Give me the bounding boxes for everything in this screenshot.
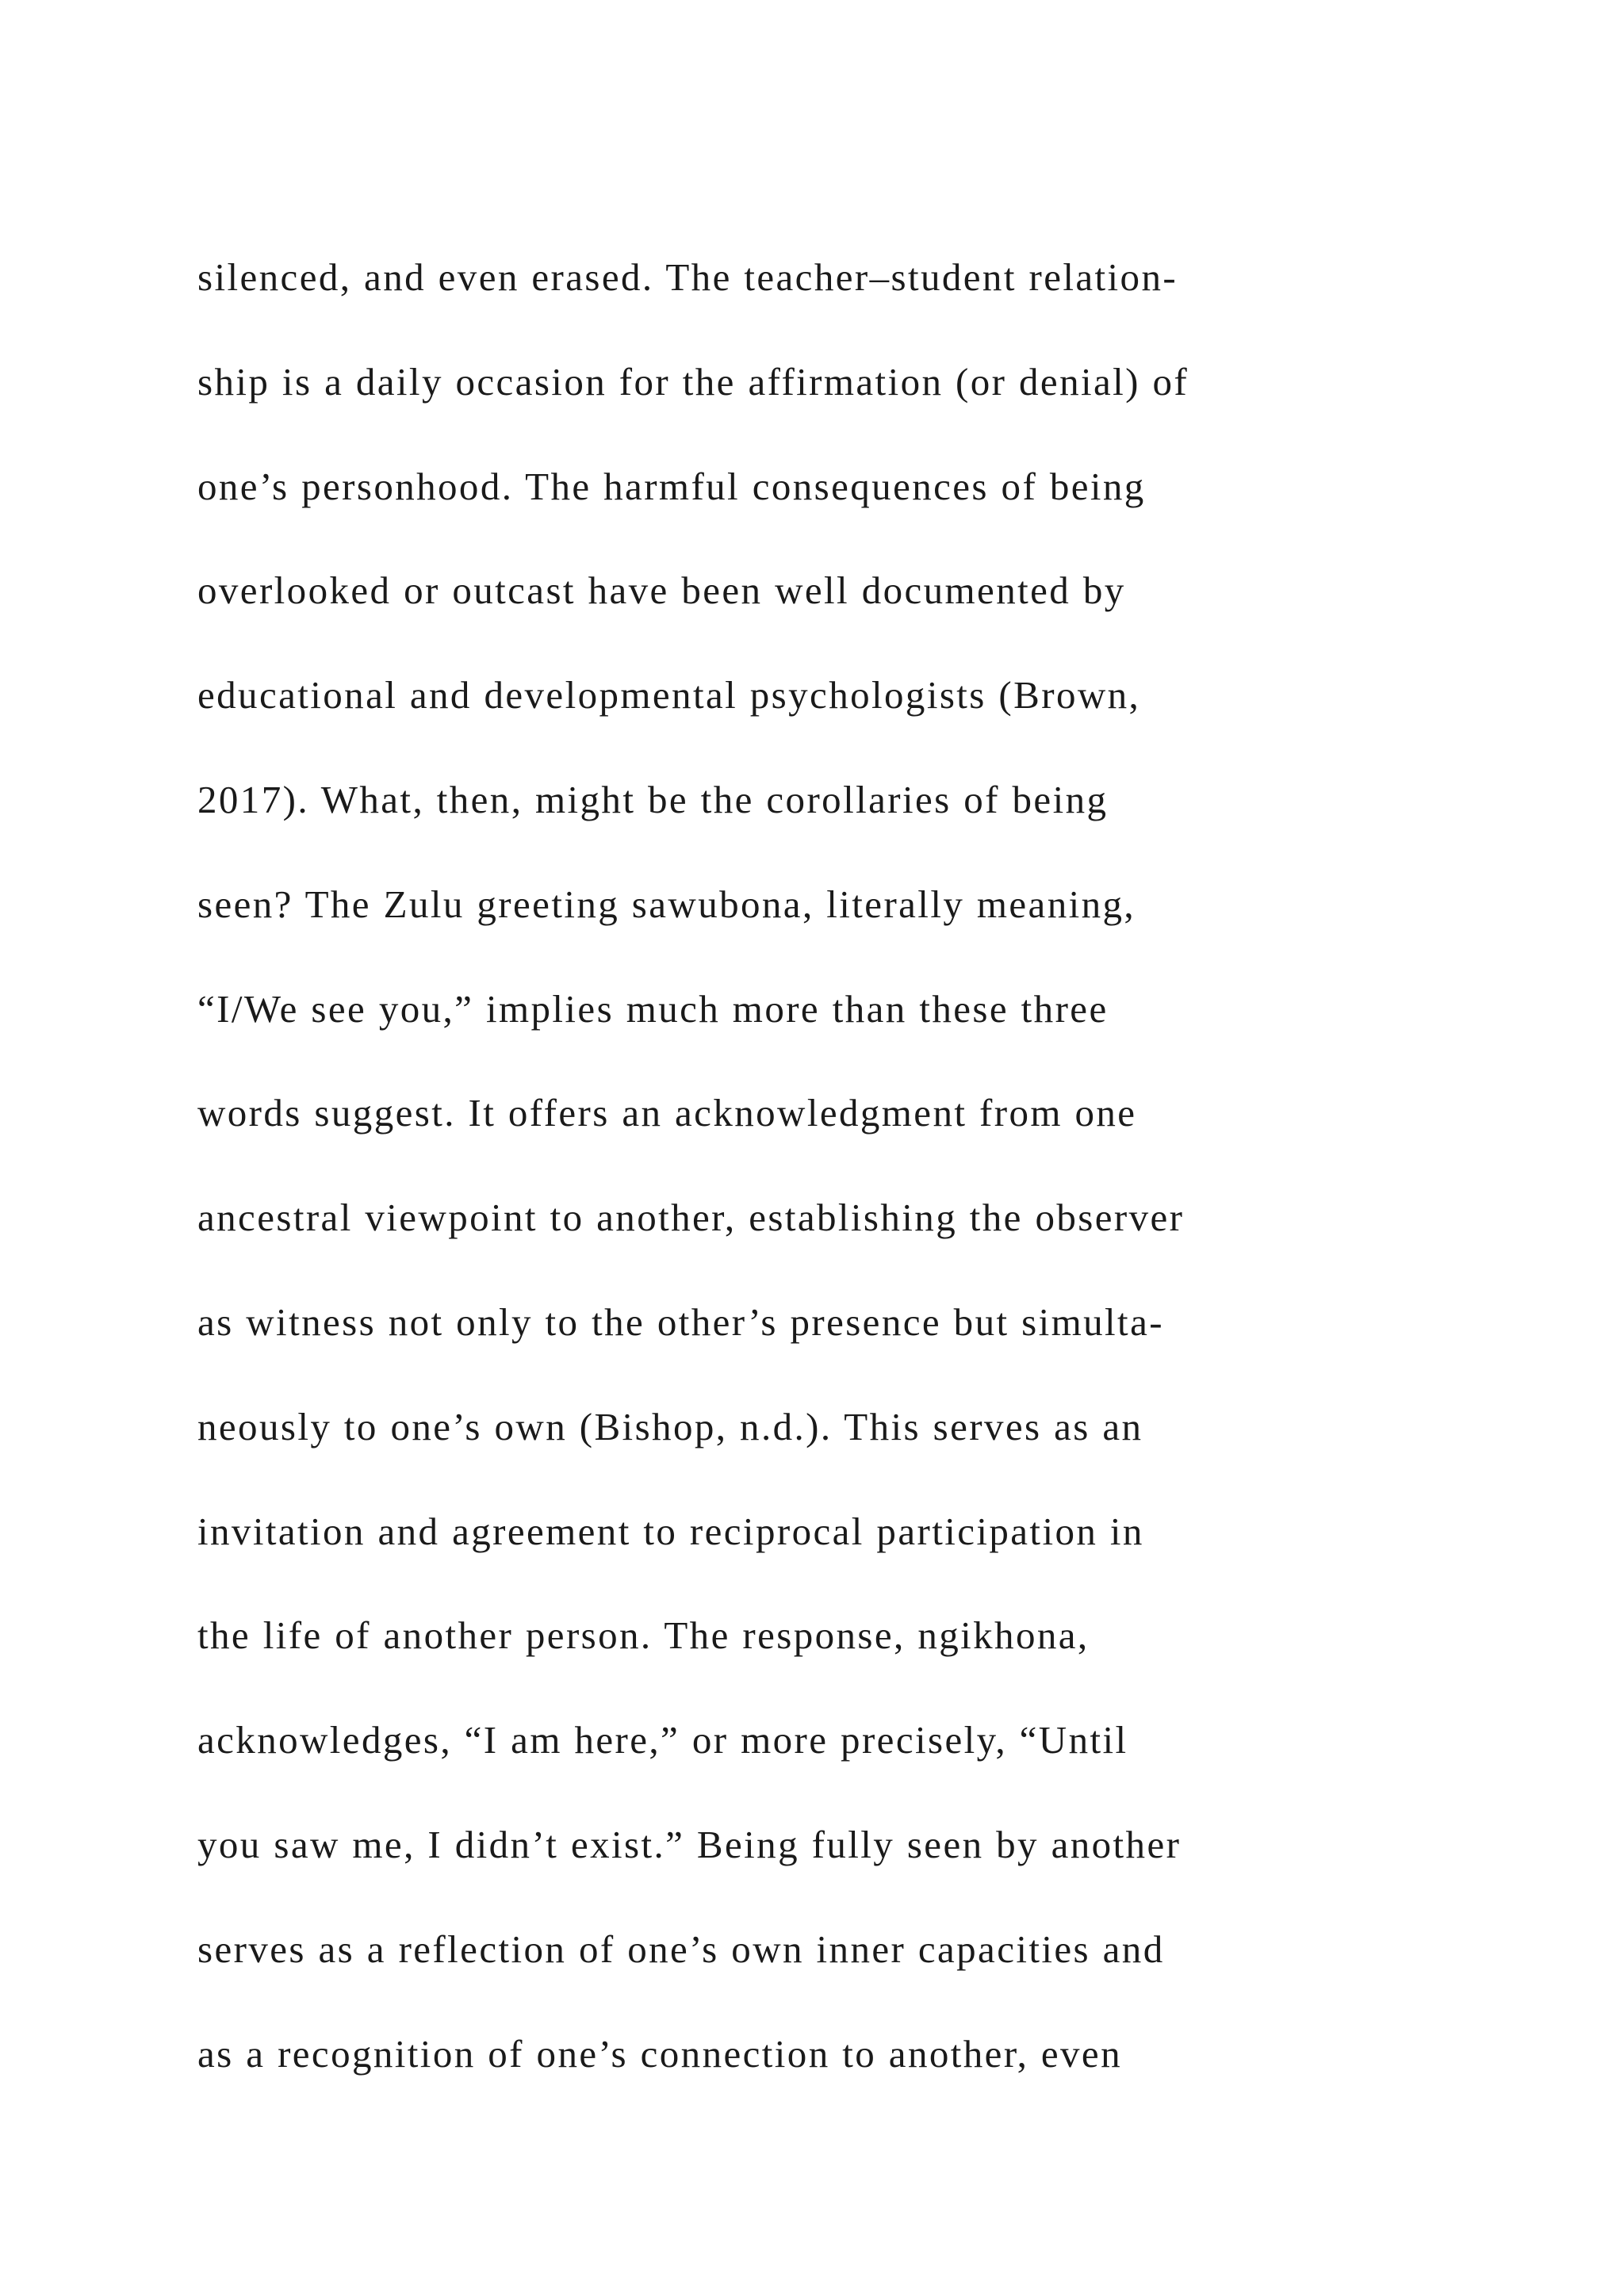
text-line: acknowledges, “I am here,” or more precisely, “Until <box>197 1718 1128 1762</box>
text-line: ship is a daily occasion for the affirmation (or denial) of <box>197 359 1189 404</box>
text-line: as witness not only to the other’s presence but simulta- <box>197 1299 1164 1344</box>
text-line: seen? The Zulu greeting sawubona, literally meaning, <box>197 882 1136 926</box>
text-line: neously to one’s own (Bishop, n.d.). This serves as an <box>197 1404 1143 1448</box>
body-paragraph <box>197 242 1545 2122</box>
text-line: as a recognition of one’s connection to another, even <box>197 2031 1122 2076</box>
text-line: educational and developmental psychologists (Brown, <box>197 673 1141 718</box>
text-line: ancestral viewpoint to another, establishing the observer <box>197 1196 1185 1240</box>
text-line: one’s personhood. The harmful consequences of being <box>197 464 1146 508</box>
text-line: you saw me, I didn’t exist.” Being fully seen by another <box>197 1822 1182 1866</box>
text-line: invitation and agreement to reciprocal participation in <box>197 1509 1144 1553</box>
text-line: “I/We see you,” implies much more than these three <box>197 986 1109 1031</box>
text-line: words suggest. It offers an acknowledgment from one <box>197 1091 1137 1135</box>
text-line: 2017). What, then, might be the corollaries of being <box>197 777 1109 821</box>
text-line: the life of another person. The response, ngikhona, <box>197 1613 1090 1658</box>
text-line: overlooked or outcast have been well documented by <box>197 568 1126 613</box>
text-line: silenced, and even erased. The teacher–student relation- <box>197 255 1178 299</box>
text-line: serves as a reflection of one’s own inner capacities and <box>197 1927 1165 1971</box>
